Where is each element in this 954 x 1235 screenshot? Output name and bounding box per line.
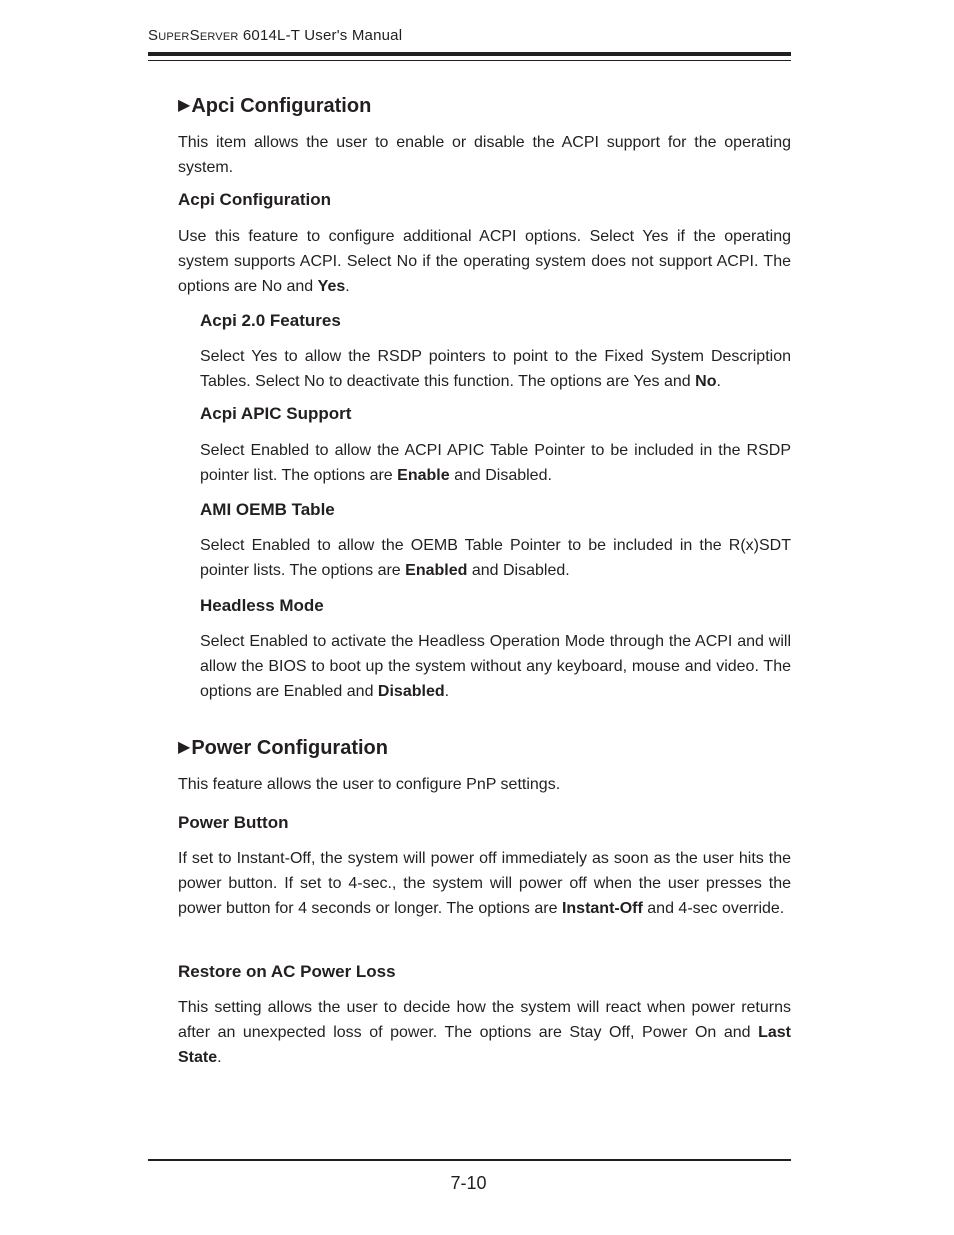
power-button-text-a: If set to Instant-Off, the system will power off immediately as soon as the user hits the power button. If set to 4-sec., the system will power off when the user presses the power button for 4 seconds or longer. The options are: [178, 850, 791, 917]
triangle-right-icon: ▶: [178, 97, 191, 114]
apic-title: Acpi APIC Support: [200, 404, 352, 423]
restore-block: [178, 961, 791, 983]
page-number: 7-10: [450, 1173, 487, 1193]
apic-default: Enable: [397, 467, 450, 484]
apic-block: [200, 403, 791, 425]
oemb-default: Enabled: [405, 562, 468, 579]
oemb-block: [200, 499, 791, 521]
header-cap-s2: S: [189, 27, 200, 44]
apci-heading-block: [178, 94, 791, 118]
oemb-text-a: Select Enabled to allow the OEMB Table Pointer to be included in the R(x)SDT pointer lists. The options are: [200, 537, 791, 579]
header-rule-thick: [148, 52, 791, 56]
oemb-text-b: and Disabled.: [467, 562, 570, 579]
acpi-config-body: [178, 224, 791, 299]
power-heading: [178, 736, 791, 760]
acpi-config-block: [178, 189, 791, 211]
power-heading-block: [178, 736, 791, 760]
headless-text: [200, 629, 791, 704]
acpi20-text-b: .: [716, 373, 721, 390]
acpi20-default: No: [695, 373, 717, 390]
header-rule-thin: [148, 60, 791, 61]
power-intro-block: [178, 772, 791, 797]
apci-intro: This item allows the user to enable or disable the ACPI support for the operating system.: [178, 134, 791, 176]
apic-text-b: and Disabled.: [449, 467, 552, 484]
triangle-right-icon: ▶: [178, 739, 191, 756]
restore-text-b: .: [217, 1049, 222, 1066]
restore-title: Restore on AC Power Loss: [178, 962, 396, 981]
headless-block: [200, 595, 791, 617]
apic-body: [200, 438, 791, 488]
acpi-config-default: Yes: [317, 278, 346, 295]
power-button-title: Power Button: [178, 813, 289, 832]
restore-text-a: This setting allows the user to decide how the system will react when power returns after an unexpected loss of power. The options are Stay Off, Power On and: [178, 999, 791, 1041]
acpi-config-text-a: Use this feature to configure additional ACPI options. Select Yes if the operating system supports ACPI. Select No if the operating system does not support ACPI. The options are No and: [178, 228, 791, 295]
headless-text-b: .: [444, 683, 450, 700]
apci-heading-text: Apci Configuration: [191, 95, 372, 117]
acpi20-title: Acpi 2.0 Features: [200, 311, 341, 330]
restore-text: [178, 995, 791, 1070]
power-button-default: Instant-Off: [561, 900, 643, 917]
apic-text-a: Select Enabled to allow the ACPI APIC Table Pointer to be included in the RSDP pointer list. The options are: [200, 442, 791, 484]
headless-text-a: Select Enabled to activate the Headless Operation Mode through the ACPI and will allow the BIOS to boot up the system without any keyboard, mouse and video. The options are Enabled and: [200, 633, 791, 700]
restore-default: Last State: [178, 1024, 791, 1066]
apci-intro-block: [178, 130, 791, 180]
power-heading-text: Power Configuration: [191, 737, 388, 759]
apic-text: [200, 438, 791, 488]
acpi20-text: [200, 344, 791, 394]
power-button-text-b: and 4-sec override.: [642, 900, 785, 917]
acpi-config-text: [178, 224, 791, 299]
header-small-caps-2: ERVER: [199, 31, 239, 43]
headless-body: [200, 629, 791, 704]
headless-default: Disabled: [377, 683, 445, 700]
power-button-block: [178, 812, 791, 834]
oemb-text: [200, 533, 791, 583]
acpi20-text-a: Select Yes to allow the RSDP pointers to point to the Fixed System Description Tables. Select No to deactivate this function. The options are Yes and: [200, 348, 791, 390]
power-button-text: [178, 846, 791, 921]
header-small-caps-1: UPER: [158, 31, 190, 43]
power-intro: This feature allows the user to configure PnP settings.: [178, 776, 561, 793]
acpi-config-title: Acpi Configuration: [178, 190, 331, 209]
footer-rule: [148, 1159, 791, 1161]
acpi20-body: [200, 344, 791, 394]
apci-heading: [178, 94, 791, 118]
power-button-body: [178, 846, 791, 921]
oemb-title: AMI OEMB Table: [200, 500, 335, 519]
acpi20-block: [200, 310, 791, 332]
header-cap-s1: S: [148, 27, 159, 44]
acpi-config-text-b: .: [345, 278, 350, 295]
oemb-body: [200, 533, 791, 583]
header-title-rest: 6014L-T User's Manual: [238, 27, 403, 44]
headless-title: Headless Mode: [200, 596, 324, 615]
restore-body: [178, 995, 791, 1070]
running-header: [148, 27, 402, 44]
